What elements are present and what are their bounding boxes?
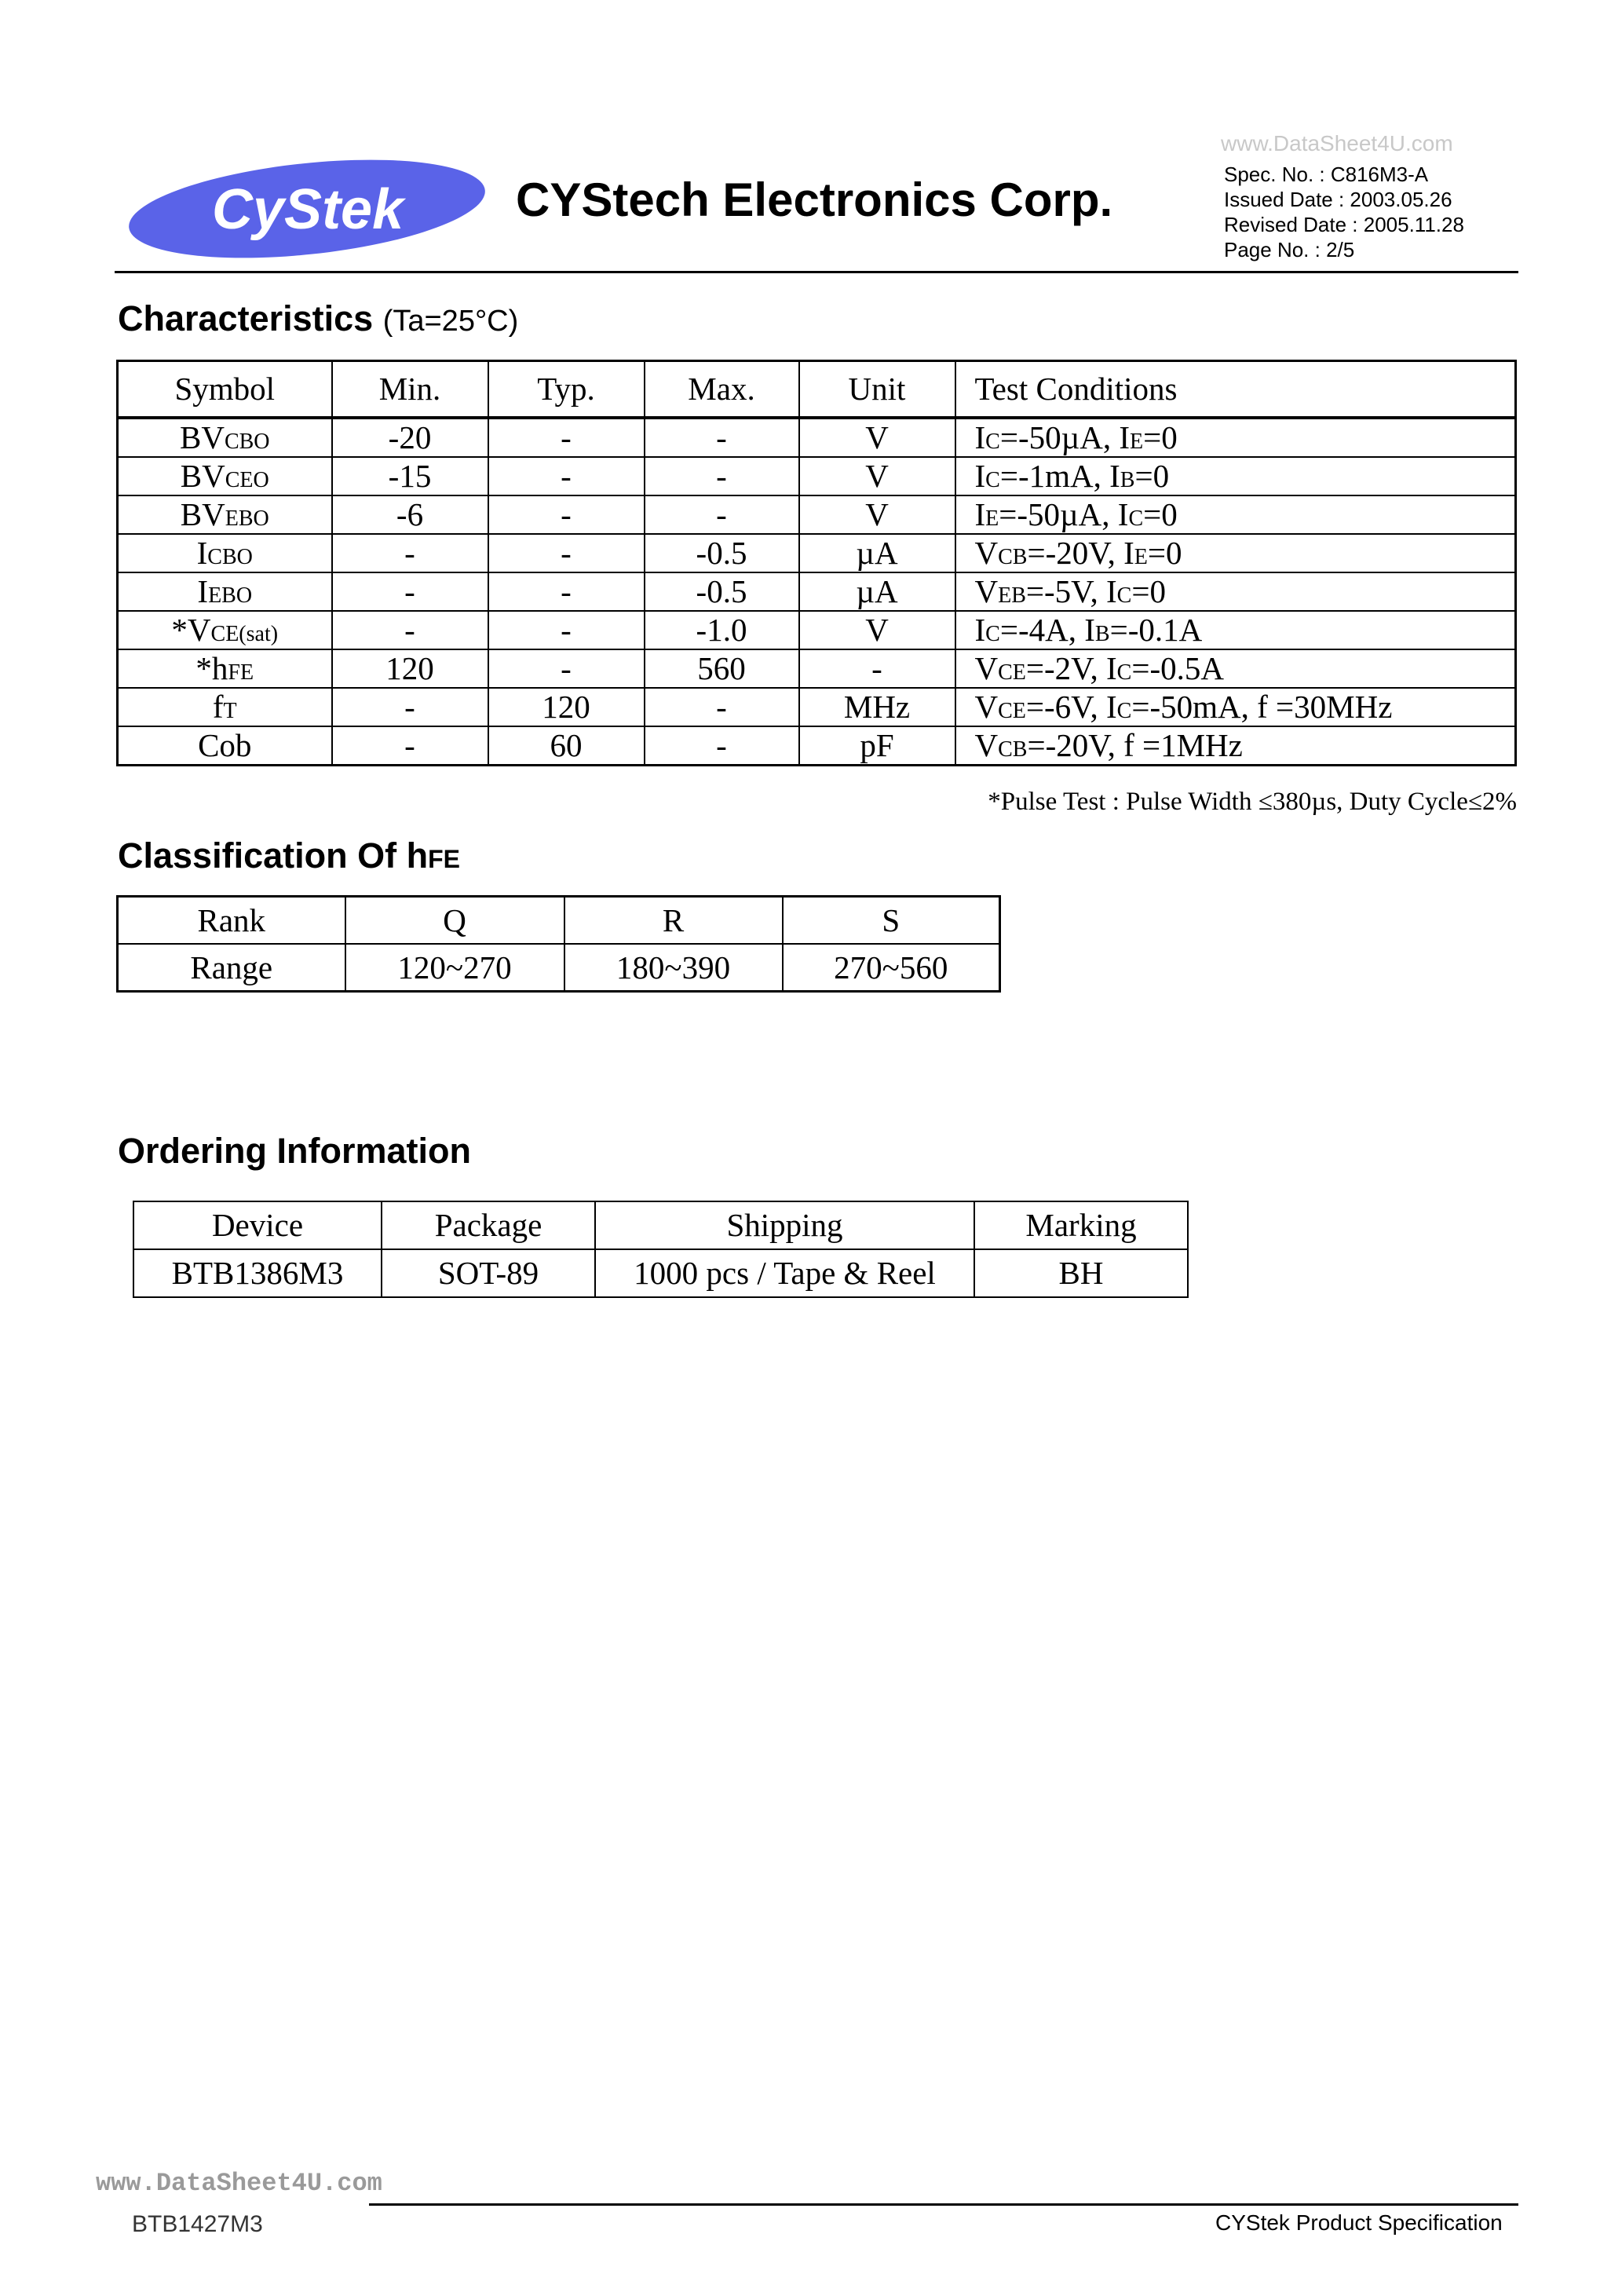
table-row — [118, 495, 1516, 534]
rank-label: Rank — [118, 897, 345, 945]
text-segment: I — [197, 573, 209, 609]
text-segment: BV — [180, 496, 225, 532]
range-r: 180~390 — [564, 944, 783, 992]
text-segment: *h — [195, 650, 228, 686]
text-segment: =-50µA, I — [999, 496, 1129, 532]
test-conditions-cell — [955, 649, 1516, 688]
subscript: B — [1120, 468, 1135, 492]
subscript: EB — [998, 583, 1026, 608]
heading-text: Characteristics — [118, 298, 374, 338]
watermark: www.DataSheet4U.com — [1221, 131, 1453, 155]
test-conditions-cell — [955, 495, 1516, 534]
subscript: CEO — [225, 468, 269, 492]
text-segment: Cob — [198, 727, 252, 763]
subscript: C — [1128, 506, 1144, 531]
rank-row — [118, 897, 1000, 945]
text-segment: I — [974, 496, 986, 532]
text-segment: I — [974, 612, 986, 648]
max-cell: 560 — [645, 649, 799, 688]
min-cell: - — [332, 688, 488, 726]
table-row — [118, 611, 1516, 649]
temperature-condition: (Ta=25°C) — [382, 305, 519, 338]
text-segment: =-1mA, I — [999, 458, 1120, 494]
max-cell: - — [645, 688, 799, 726]
text-segment: =-5V, I — [1025, 573, 1117, 609]
hfe-classification-table — [116, 895, 1001, 993]
table-row — [118, 418, 1516, 457]
text-segment: =-50µA, I — [999, 419, 1131, 455]
typ-cell: - — [488, 418, 645, 457]
test-conditions-cell — [955, 418, 1516, 457]
unit-cell: µA — [799, 572, 955, 611]
page-no: Page No. : 2/5 — [1224, 238, 1355, 261]
text-segment: =-0.1A — [1109, 612, 1203, 648]
symbol-cell — [118, 611, 332, 649]
text-segment: =-50mA, f =30MHz — [1131, 689, 1393, 725]
subscript: CE(sat) — [210, 622, 279, 646]
text-segment: =0 — [1131, 573, 1166, 609]
col-shipping: Shipping — [595, 1201, 974, 1249]
typ-cell: - — [488, 572, 645, 611]
text-segment: V — [974, 727, 999, 763]
text-segment: BV — [180, 458, 225, 494]
text-segment: =0 — [1143, 419, 1178, 455]
revised-date: Revised Date : 2005.11.28 — [1224, 213, 1464, 236]
rank-q: Q — [345, 897, 564, 945]
table-header-row — [118, 361, 1516, 419]
text-segment: V — [974, 573, 999, 609]
text-segment: *V — [171, 612, 211, 648]
subscript: C — [985, 430, 1000, 454]
heading-text: Classification Of h — [118, 835, 429, 876]
subscript: C — [1116, 699, 1132, 723]
table-row — [118, 534, 1516, 572]
text-segment: f — [212, 689, 224, 725]
text-segment: V — [974, 650, 999, 686]
range-s: 270~560 — [783, 944, 1000, 992]
table-row — [118, 726, 1516, 766]
text-segment: I — [974, 419, 986, 455]
symbol-cell — [118, 418, 332, 457]
col-marking: Marking — [974, 1201, 1188, 1249]
company-name: CYStech Electronics Corp. — [516, 174, 1113, 226]
symbol-cell — [118, 495, 332, 534]
test-conditions-cell — [955, 611, 1516, 649]
table-row — [118, 649, 1516, 688]
text-segment: =0 — [1147, 535, 1182, 571]
heading-subscript: FE — [428, 845, 460, 873]
max-cell: -1.0 — [645, 611, 799, 649]
ordering-heading: Ordering Information — [118, 1131, 471, 1171]
max-cell: -0.5 — [645, 534, 799, 572]
ordering-table — [133, 1201, 1189, 1298]
typ-cell: - — [488, 457, 645, 495]
col-typ: Typ. — [488, 361, 645, 419]
min-cell: - — [332, 534, 488, 572]
max-cell: - — [645, 418, 799, 457]
subscript: C — [1116, 583, 1132, 608]
col-package: Package — [382, 1201, 595, 1249]
text-segment: BV — [179, 419, 225, 455]
svg-text:CyStek: CyStek — [212, 178, 404, 241]
shipping-value: 1000 pcs / Tape & Reel — [595, 1249, 974, 1297]
symbol-cell — [118, 688, 332, 726]
subscript: E — [1130, 430, 1144, 454]
text-segment: V — [974, 689, 999, 725]
range-q: 120~270 — [345, 944, 564, 992]
rank-r: R — [564, 897, 783, 945]
footer-divider — [369, 2203, 1518, 2206]
test-conditions-cell — [955, 457, 1516, 495]
subscript: CE — [998, 660, 1026, 685]
subscript: T — [223, 699, 237, 723]
table-row — [118, 457, 1516, 495]
package-value: SOT-89 — [382, 1249, 595, 1297]
subscript: CB — [998, 545, 1028, 569]
min-cell: -15 — [332, 457, 488, 495]
typ-cell: - — [488, 534, 645, 572]
symbol-cell — [118, 726, 332, 766]
subscript: C — [1116, 660, 1132, 685]
symbol-cell — [118, 572, 332, 611]
subscript: CBO — [207, 545, 253, 569]
spec-info — [1224, 162, 1464, 262]
test-conditions-cell — [955, 726, 1516, 766]
characteristics-heading — [118, 298, 518, 339]
marking-value: BH — [974, 1249, 1188, 1297]
table-row — [118, 572, 1516, 611]
ordering-header-row — [133, 1201, 1188, 1249]
test-conditions-cell — [955, 688, 1516, 726]
max-cell: - — [645, 726, 799, 766]
rank-s: S — [783, 897, 1000, 945]
typ-cell: - — [488, 611, 645, 649]
text-segment: I — [974, 458, 986, 494]
min-cell: - — [332, 611, 488, 649]
footer-part-number: BTB1427M3 — [132, 2211, 263, 2237]
text-segment: =-20V, f =1MHz — [1027, 727, 1243, 763]
text-segment: =-2V, I — [1025, 650, 1117, 686]
unit-cell: - — [799, 649, 955, 688]
subscript: B — [1094, 622, 1110, 646]
pulse-test-note: *Pulse Test : Pulse Width ≤380µs, Duty Cycle≤2% — [988, 788, 1517, 816]
min-cell: -6 — [332, 495, 488, 534]
table-row — [118, 688, 1516, 726]
characteristics-table — [116, 360, 1517, 766]
unit-cell: V — [799, 495, 955, 534]
symbol-cell — [118, 534, 332, 572]
col-test-conditions: Test Conditions — [955, 361, 1516, 419]
max-cell: - — [645, 457, 799, 495]
company-logo — [126, 159, 488, 258]
unit-cell: µA — [799, 534, 955, 572]
min-cell: 120 — [332, 649, 488, 688]
footer-watermark: www.DataSheet4U.com — [96, 2169, 382, 2198]
min-cell: - — [332, 572, 488, 611]
typ-cell: - — [488, 495, 645, 534]
unit-cell: V — [799, 418, 955, 457]
col-min: Min. — [332, 361, 488, 419]
range-row — [118, 944, 1000, 992]
symbol-cell — [118, 457, 332, 495]
subscript: E — [985, 506, 999, 531]
spec-no: Spec. No. : C816M3-A — [1224, 163, 1429, 186]
ordering-row — [133, 1249, 1188, 1297]
text-segment: =0 — [1134, 458, 1170, 494]
unit-cell: MHz — [799, 688, 955, 726]
min-cell: -20 — [332, 418, 488, 457]
symbol-cell — [118, 649, 332, 688]
issued-date: Issued Date : 2003.05.26 — [1224, 188, 1452, 211]
col-symbol: Symbol — [118, 361, 332, 419]
device-value: BTB1386M3 — [133, 1249, 382, 1297]
col-device: Device — [133, 1201, 382, 1249]
typ-cell: 120 — [488, 688, 645, 726]
test-conditions-cell — [955, 572, 1516, 611]
range-label: Range — [118, 944, 345, 992]
subscript: FE — [228, 660, 254, 685]
subscript: CBO — [224, 430, 270, 454]
classification-heading — [118, 835, 460, 876]
subscript: CB — [998, 737, 1028, 762]
test-conditions-cell — [955, 534, 1516, 572]
max-cell: - — [645, 495, 799, 534]
unit-cell: pF — [799, 726, 955, 766]
unit-cell: V — [799, 457, 955, 495]
typ-cell: - — [488, 649, 645, 688]
subscript: EBO — [225, 506, 269, 531]
subscript: C — [985, 622, 1000, 646]
subscript: EBO — [208, 583, 253, 608]
text-segment: I — [196, 535, 208, 571]
text-segment: =0 — [1143, 496, 1178, 532]
subscript: C — [985, 468, 1000, 492]
text-segment: V — [974, 535, 999, 571]
text-segment: =-0.5A — [1131, 650, 1224, 686]
unit-cell: V — [799, 611, 955, 649]
header-divider — [115, 271, 1518, 273]
subscript: CE — [998, 699, 1026, 723]
col-unit: Unit — [799, 361, 955, 419]
footer-spec-label: CYStek Product Specification — [1215, 2210, 1503, 2235]
col-max: Max. — [645, 361, 799, 419]
min-cell: - — [332, 726, 488, 766]
subscript: E — [1134, 545, 1148, 569]
text-segment: =-20V, I — [1027, 535, 1134, 571]
typ-cell: 60 — [488, 726, 645, 766]
text-segment: =-4A, I — [999, 612, 1095, 648]
max-cell: -0.5 — [645, 572, 799, 611]
text-segment: =-6V, I — [1025, 689, 1117, 725]
